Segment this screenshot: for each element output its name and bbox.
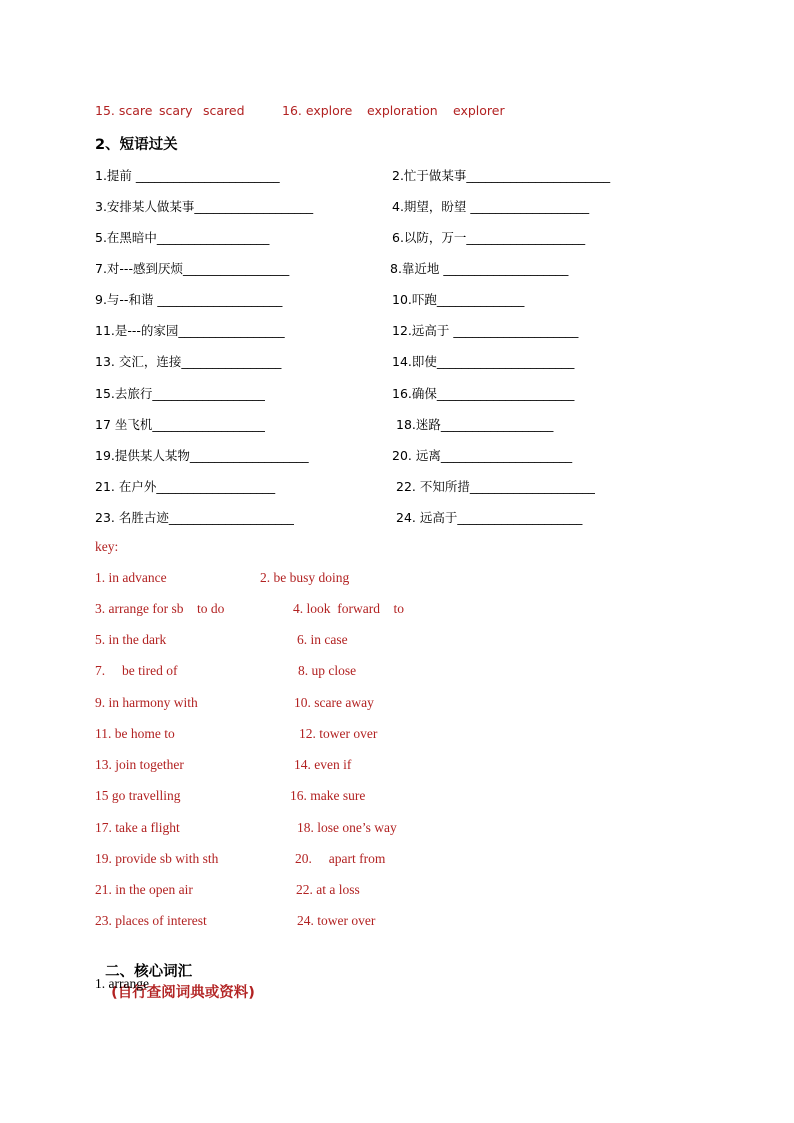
question-item: 12.远高于 ____________________: [392, 323, 579, 338]
answer-item: 11. be home to: [95, 726, 175, 741]
top-word-scary: scary: [159, 103, 193, 118]
answer-item: 7. be tired of: [95, 663, 178, 678]
answer-item: 3. arrange for sb to do: [95, 601, 225, 616]
answer-item: 13. join together: [95, 757, 184, 772]
core-title: 二、核心词汇: [105, 964, 193, 980]
answer-item: 5. in the dark: [95, 632, 167, 647]
question-item: 22. 不知所措____________________: [396, 479, 595, 494]
answer-item: 6. in case: [297, 632, 348, 647]
top-word-explorer: explorer: [453, 103, 505, 118]
answer-item: 20. apart from: [295, 851, 386, 866]
answer-item: 24. tower over: [297, 913, 376, 928]
answer-item: 10. scare away: [294, 695, 374, 710]
core-note: (自行查阅词典或资料): [111, 985, 255, 1001]
answer-item: 14. even if: [294, 757, 352, 772]
answer-item: 23. places of interest: [95, 913, 207, 928]
question-item: 24. 远高于____________________: [396, 510, 583, 525]
section-title-phrases: 2、短语过关: [95, 137, 178, 153]
question-item: 8.靠近地 ____________________: [390, 261, 569, 276]
answer-item: 16. make sure: [290, 788, 366, 803]
answer-item: 21. in the open air: [95, 882, 193, 897]
answer-item: 1. in advance: [95, 570, 167, 585]
question-item: 9.与--和谐 ____________________: [95, 292, 283, 307]
top-word-exploration: exploration: [367, 103, 438, 118]
answer-item: 22. at a loss: [296, 882, 360, 897]
question-item: 7.对---感到厌烦_________________: [95, 261, 290, 276]
question-item: 11.是---的家园_________________: [95, 323, 285, 338]
answer-item: 4. look forward to: [293, 601, 404, 616]
core-item-arrange: 1. arrange: [95, 976, 149, 991]
question-item: 16.确保______________________: [392, 386, 575, 401]
question-item: 13. 交汇，连接________________: [95, 354, 282, 369]
question-item: 4.期望，盼望 ___________________: [392, 199, 590, 214]
question-item: 10.吓跑______________: [392, 292, 525, 307]
question-item: 17 坐飞机__________________: [95, 417, 265, 432]
top-word-scared: scared: [203, 103, 245, 118]
question-item: 23. 名胜古迹____________________: [95, 510, 294, 525]
question-item: 5.在黑暗中__________________: [95, 230, 270, 245]
answer-item: 9. in harmony with: [95, 695, 198, 710]
question-item: 3.安排某人做某事___________________: [95, 199, 314, 214]
question-item: 1.提前 _______________________: [95, 168, 280, 183]
answer-item: 18. lose one’s way: [297, 820, 397, 835]
question-item: 15.去旅行__________________: [95, 386, 265, 401]
section-title-core-vocab: [95, 944, 255, 1002]
question-item: 19.提供某人某物___________________: [95, 448, 309, 463]
answer-item: 12. tower over: [299, 726, 378, 741]
question-item: 2.忙于做某事_______________________: [392, 168, 611, 183]
answer-item: 17. take a flight: [95, 820, 180, 835]
key-label: key:: [95, 539, 119, 554]
top-word-scare: 15. scare: [95, 103, 153, 118]
question-item: 14.即使______________________: [392, 354, 575, 369]
answer-item: 2. be busy doing: [260, 570, 350, 585]
question-item: 20. 远离_____________________: [392, 448, 573, 463]
question-item: 6.以防，万一___________________: [392, 230, 586, 245]
answer-item: 19. provide sb with sth: [95, 851, 219, 866]
top-word-explore: 16. explore: [282, 103, 353, 118]
answer-item: 15 go travelling: [95, 788, 181, 803]
question-item: 21. 在户外___________________: [95, 479, 276, 494]
question-item: 18.迷路__________________: [396, 417, 554, 432]
answer-item: 8. up close: [298, 663, 357, 678]
